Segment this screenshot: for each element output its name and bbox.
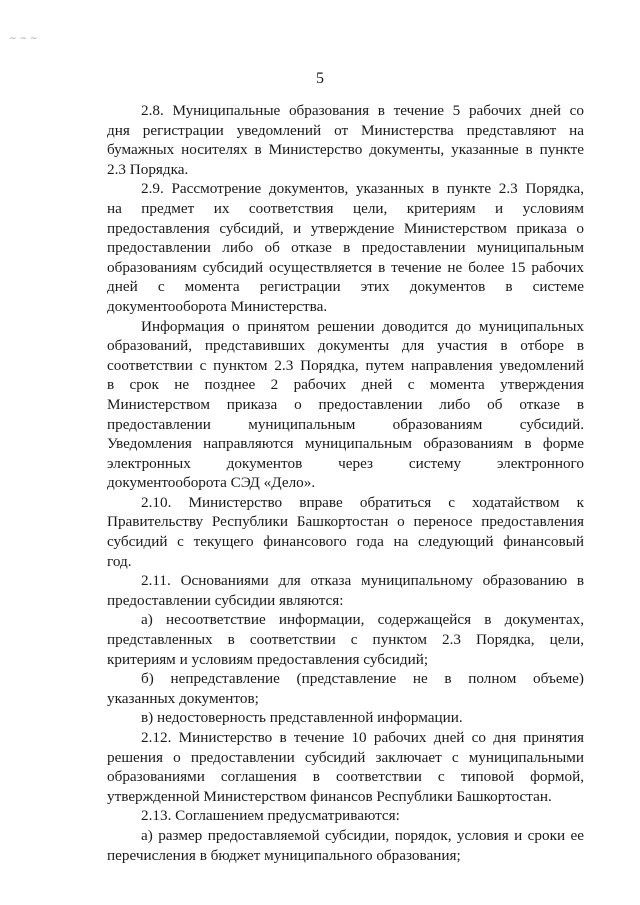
text-line: решения о предоставлении субсидий заключает с муниципальными xyxy=(107,748,584,766)
text-line: Министерством приказа о предоставлении либо об отказе в xyxy=(107,395,584,413)
paragraph-p-2-11-a xyxy=(107,610,584,669)
paragraph-p-info xyxy=(107,317,584,493)
document-body xyxy=(107,101,584,865)
text-line: в срок не позднее 2 рабочих дней с момента утверждения xyxy=(107,376,584,394)
text-line: предоставлении муниципальным образованиям субсидий. xyxy=(107,415,584,433)
paragraph-p-2-11 xyxy=(107,571,584,610)
paragraph-p-2-11-v xyxy=(107,708,584,728)
text-line: бумажных носителях в Министерство документы, указанные в пункте xyxy=(107,141,584,159)
text-line: 2.13. Соглашением предусматриваются: xyxy=(141,807,400,825)
text-line: соответствии с пунктом 2.3 Порядка, путем направления уведомлений xyxy=(107,356,584,374)
paragraph-p-2-8 xyxy=(107,101,584,179)
text-line: 2.3 Порядка. xyxy=(107,160,189,178)
text-line: предоставления субсидий, и утверждение Министерством приказа о xyxy=(107,219,584,237)
text-line: электронных документов через систему электронного xyxy=(107,454,584,472)
text-line: Информация о принятом решении доводится до муниципальных xyxy=(141,317,584,335)
text-line: 2.9. Рассмотрение документов, указанных в пункте 2.3 Порядка, xyxy=(141,180,584,198)
text-line: образований, представивших документы для участия в отборе в xyxy=(107,337,584,355)
text-line: год. xyxy=(107,552,132,570)
text-line: критериям и условиям предоставления субсидий; xyxy=(107,650,429,668)
text-line: в) недостоверность представленной информации. xyxy=(141,709,463,727)
scan-artifact-mark: ~ ~ ~ xyxy=(9,34,38,44)
text-line: документооборота СЭД «Дело». xyxy=(107,474,316,492)
text-line: б) непредставление (представление не в полном объеме) xyxy=(141,670,584,688)
paragraph-p-2-12 xyxy=(107,728,584,806)
paragraph-p-2-13-a xyxy=(107,826,584,865)
text-line: 2.10. Министерство вправе обратиться с ходатайством к xyxy=(141,493,584,511)
text-line: дня регистрации уведомлений от Министерства представляют на xyxy=(107,121,584,139)
paragraph-p-2-9 xyxy=(107,179,584,316)
text-line: предоставлении субсидии являются: xyxy=(107,591,344,609)
text-line: представленных в соответствии с пунктом 2.3 Порядка, цели, xyxy=(107,631,584,649)
paragraph-p-2-11-b xyxy=(107,669,584,708)
paragraph-p-2-13 xyxy=(107,806,584,826)
text-line: образованиями соглашения в соответствии с типовой формой, xyxy=(107,768,584,786)
text-line: а) несоответствие информации, содержащейся в документах, xyxy=(141,611,584,629)
text-line: документооборота Министерства. xyxy=(107,297,328,315)
text-line: предоставлении либо об отказе в предоставлении муниципальным xyxy=(107,239,584,257)
text-line: перечисления в бюджет муниципального образования; xyxy=(107,846,461,864)
text-line: образованиям субсидий осуществляется в течение не более 15 рабочих xyxy=(107,258,584,276)
text-line: 2.12. Министерство в течение 10 рабочих дней со дня принятия xyxy=(141,729,584,746)
text-line: 2.8. Муниципальные образования в течение 5 рабочих дней со xyxy=(141,102,584,119)
text-line: на предмет их соответствия цели, критериям и условиям xyxy=(107,199,584,217)
text-line: 2.11. Основаниями для отказа муниципальному образованию в xyxy=(141,572,584,590)
text-line: Уведомления направляются муниципальным образованиям в форме xyxy=(107,435,584,453)
text-line: дней с момента регистрации этих документов в системе xyxy=(107,278,584,296)
text-line: Правительству Республики Башкортостан о переносе предоставления xyxy=(107,513,584,531)
paragraph-p-2-10 xyxy=(107,493,584,571)
text-line: субсидий с текущего финансового года на следующий финансовый xyxy=(107,533,584,551)
text-line: указанных документов; xyxy=(107,689,259,707)
text-line: утвержденной Министерством финансов Республики Башкортостан. xyxy=(107,787,552,805)
page-number: 5 xyxy=(316,70,324,87)
text-line: а) размер предоставляемой субсидии, порядок, условия и сроки ее xyxy=(141,826,584,844)
